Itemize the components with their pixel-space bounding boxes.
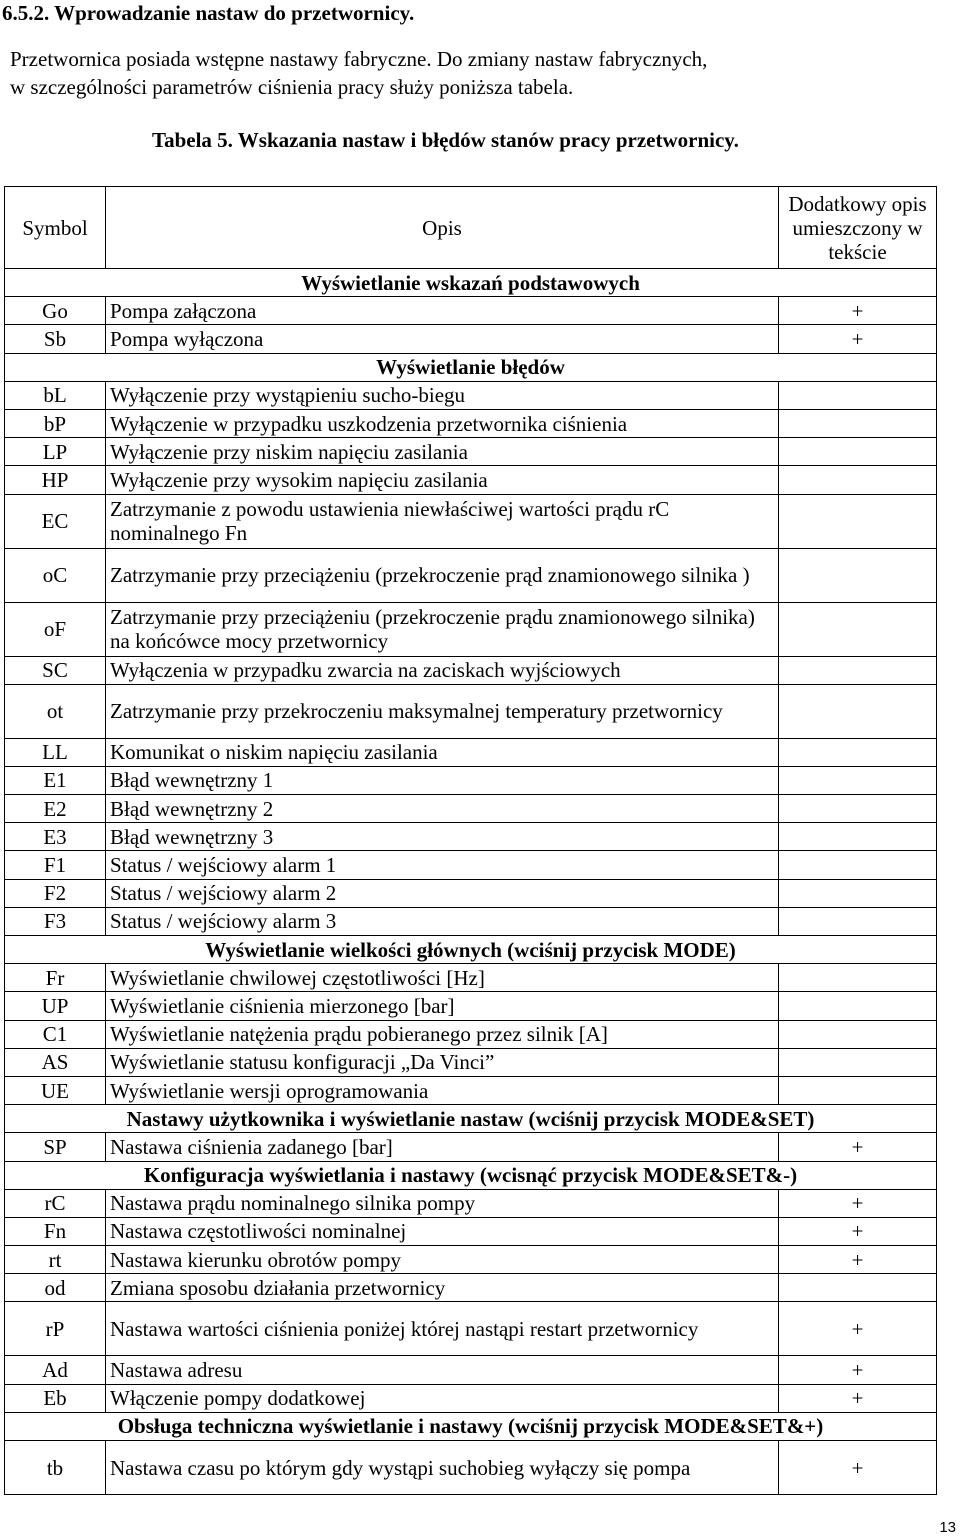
table-row [5,1246,937,1274]
table-row [5,795,937,823]
description-cell: Wyłączenie przy niskim napięciu zasilania [106,438,779,466]
extra-mark-cell [779,795,937,823]
extra-mark-cell [779,656,937,684]
extra-mark-cell [779,823,937,851]
section-row [5,353,937,381]
symbol-cell: LP [5,438,106,466]
symbol-cell: UE [5,1076,106,1104]
symbol-cell: Eb [5,1384,106,1412]
description-cell: Pompa wyłączona [106,325,779,353]
symbol-cell: oF [5,602,106,656]
description-cell: Wyłączenie w przypadku uszkodzenia przetwornika ciśnienia [106,409,779,437]
description-cell: Nastawa częstotliwości nominalnej [106,1217,779,1245]
section-row [5,1161,937,1189]
description-cell: Wyświetlanie statusu konfiguracji „Da Vinci” [106,1048,779,1076]
symbol-cell: SP [5,1133,106,1161]
section-title: Nastawy użytkownika i wyświetlanie nastaw (wciśnij przycisk MODE&SET) [5,1105,937,1133]
extra-mark-cell [779,684,937,738]
table-row [5,466,937,494]
symbol-cell: Sb [5,325,106,353]
description-cell: Wyłączenia w przypadku zwarcia na zaciskach wyjściowych [106,656,779,684]
header-extra: Dodatkowy opis umieszczony w tekście [779,187,937,269]
table-row [5,1189,937,1217]
description-cell: Nastawa prądu nominalnego silnika pompy [106,1189,779,1217]
symbol-cell: Go [5,297,106,325]
symbol-cell: Fn [5,1217,106,1245]
extra-mark-cell [779,409,937,437]
table-row [5,325,937,353]
symbol-cell: UP [5,992,106,1020]
symbol-cell: HP [5,466,106,494]
table-row [5,409,937,437]
description-cell: Komunikat o niskim napięciu zasilania [106,738,779,766]
table-row [5,851,937,879]
symbol-cell: E2 [5,795,106,823]
description-cell: Błąd wewnętrzny 2 [106,795,779,823]
symbol-cell: od [5,1274,106,1302]
extra-mark-cell: + [779,325,937,353]
description-cell: Zatrzymanie z powodu ustawienia niewłaściwej wartości prądu rC nominalnego Fn [106,494,779,548]
header-symbol: Symbol [5,187,106,269]
extra-mark-cell: + [779,1384,937,1412]
extra-mark-cell: + [779,1356,937,1384]
description-cell: Wyświetlanie natężenia prądu pobieranego przez silnik [A] [106,1020,779,1048]
table-row [5,1356,937,1384]
symbol-cell: F2 [5,879,106,907]
description-cell: Pompa załączona [106,297,779,325]
description-cell: Nastawa kierunku obrotów pompy [106,1246,779,1274]
extra-mark-cell [779,1020,937,1048]
description-cell: Nastawa wartości ciśnienia poniżej której nastąpi restart przetwornicy [106,1302,779,1356]
section-title: Wyświetlanie wielkości głównych (wciśnij przycisk MODE) [5,936,937,964]
symbol-cell: F1 [5,851,106,879]
extra-mark-cell [779,381,937,409]
table-row [5,823,937,851]
table-row [5,494,937,548]
symbol-cell: SC [5,656,106,684]
section-heading: 6.5.2. Wprowadzanie nastaw do przetwornicy. [2,1,415,25]
table-row [5,602,937,656]
symbol-cell: F3 [5,907,106,935]
table-row [5,381,937,409]
symbol-cell: rP [5,1302,106,1356]
extra-mark-cell [779,602,937,656]
table-row [5,438,937,466]
intro-line-1: Przetwornica posiada wstępne nastawy fabryczne. Do zmiany nastaw fabrycznych, [10,47,708,71]
symbol-cell: rt [5,1246,106,1274]
extra-mark-cell [779,907,937,935]
table-row [5,1133,937,1161]
extra-mark-cell: + [779,1189,937,1217]
description-cell: Wyświetlanie wersji oprogramowania [106,1076,779,1104]
extra-mark-cell [779,992,937,1020]
description-cell: Zmiana sposobu działania przetwornicy [106,1274,779,1302]
table-row [5,1076,937,1104]
table-row [5,684,937,738]
table-row [5,656,937,684]
extra-mark-cell: + [779,297,937,325]
extra-mark-cell: + [779,1441,937,1495]
extra-mark-cell [779,438,937,466]
extra-mark-cell: + [779,1246,937,1274]
symbol-cell: bL [5,381,106,409]
table-row [5,992,937,1020]
table-row [5,1048,937,1076]
extra-mark-cell [779,766,937,794]
symbol-cell: E1 [5,766,106,794]
intro-line-2: w szczególności parametrów ciśnienia pracy służy poniższa tabela. [10,75,574,99]
table-row [5,1020,937,1048]
description-cell: Status / wejściowy alarm 3 [106,907,779,935]
description-cell: Włączenie pompy dodatkowej [106,1384,779,1412]
description-cell: Zatrzymanie przy przeciążeniu (przekroczenie prąd znamionowego silnika ) [106,548,779,602]
symbol-cell: EC [5,494,106,548]
table-caption: Tabela 5. Wskazania nastaw i błędów stanów pracy przetwornicy. [152,128,739,152]
section-row [5,936,937,964]
symbol-cell: tb [5,1441,106,1495]
description-cell: Błąd wewnętrzny 3 [106,823,779,851]
header-opis: Opis [106,187,779,269]
description-cell: Zatrzymanie przy przekroczeniu maksymalnej temperatury przetwornicy [106,684,779,738]
extra-mark-cell [779,1076,937,1104]
description-cell: Nastawa ciśnienia zadanego [bar] [106,1133,779,1161]
extra-mark-cell [779,1048,937,1076]
description-cell: Zatrzymanie przy przeciążeniu (przekroczenie prądu znamionowego silnika) na końcówce mocy przetwornicy [106,602,779,656]
table-body [5,269,937,1495]
symbol-cell: E3 [5,823,106,851]
symbol-cell: C1 [5,1020,106,1048]
table-row [5,1384,937,1412]
table-row [5,738,937,766]
table-row [5,1217,937,1245]
extra-mark-cell [779,851,937,879]
extra-mark-cell: + [779,1302,937,1356]
table-row [5,1302,937,1356]
extra-mark-cell [779,1274,937,1302]
section-title: Wyświetlanie wskazań podstawowych [5,269,937,297]
table-row [5,297,937,325]
description-cell: Wyłączenie przy wystąpieniu sucho-biegu [106,381,779,409]
symbol-cell: ot [5,684,106,738]
section-row [5,269,937,297]
table-row [5,879,937,907]
symbol-cell: bP [5,409,106,437]
description-cell: Wyświetlanie chwilowej częstotliwości [Hz] [106,964,779,992]
section-row [5,1412,937,1440]
description-cell: Status / wejściowy alarm 1 [106,851,779,879]
symbol-cell: oC [5,548,106,602]
extra-mark-cell [779,548,937,602]
symbol-cell: Fr [5,964,106,992]
extra-mark-cell [779,964,937,992]
description-cell: Status / wejściowy alarm 2 [106,879,779,907]
symbol-cell: Ad [5,1356,106,1384]
description-cell: Wyświetlanie ciśnienia mierzonego [bar] [106,992,779,1020]
table-row [5,1441,937,1495]
symbol-cell: rC [5,1189,106,1217]
description-cell: Nastawa czasu po którym gdy wystąpi suchobieg wyłączy się pompa [106,1441,779,1495]
symbol-cell: LL [5,738,106,766]
table-row [5,1274,937,1302]
table-row [5,907,937,935]
table-row [5,766,937,794]
section-title: Konfiguracja wyświetlania i nastawy (wcisnąć przycisk MODE&SET&-) [5,1161,937,1189]
section-title: Wyświetlanie błędów [5,353,937,381]
page-number: 13 [939,1519,956,1536]
extra-mark-cell [779,738,937,766]
description-cell: Nastawa adresu [106,1356,779,1384]
section-title: Obsługa techniczna wyświetlanie i nastawy (wciśnij przycisk MODE&SET&+) [5,1412,937,1440]
extra-mark-cell [779,879,937,907]
description-cell: Wyłączenie przy wysokim napięciu zasilania [106,466,779,494]
extra-mark-cell: + [779,1217,937,1245]
extra-mark-cell: + [779,1133,937,1161]
section-row [5,1105,937,1133]
description-cell: Błąd wewnętrzny 1 [106,766,779,794]
extra-mark-cell [779,466,937,494]
table-header-row [5,187,937,269]
extra-mark-cell [779,494,937,548]
settings-table [4,186,937,1495]
table-row [5,548,937,602]
table-row [5,964,937,992]
symbol-cell: AS [5,1048,106,1076]
